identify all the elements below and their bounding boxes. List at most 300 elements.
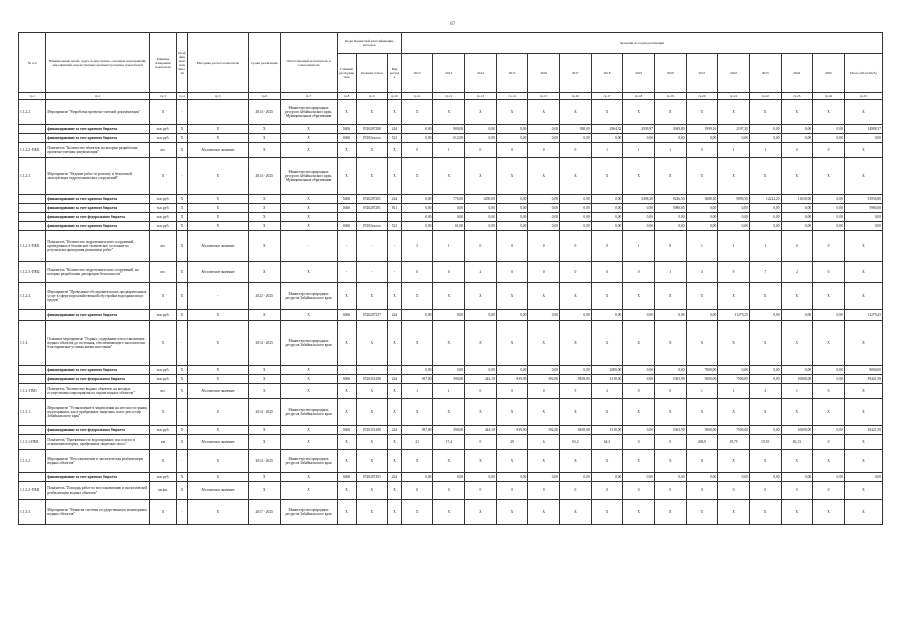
year-value-cell: 0 [813, 231, 845, 262]
unit-cell: тыс.руб. [149, 375, 176, 384]
term-cell: Х [248, 222, 280, 231]
year-value-cell: 0 [813, 435, 845, 450]
budget-code-cell: 0740351280 [356, 375, 388, 384]
budget-code-cell [388, 213, 402, 222]
term-cell: 2014 - 2025 [248, 399, 280, 426]
row-number [19, 310, 46, 321]
year-value-cell: 397,00 [401, 375, 433, 384]
term-cell: Х [248, 473, 280, 482]
year-value-cell: 0 [654, 384, 686, 399]
year-value-cell: Х [401, 321, 433, 366]
unit-cell: тыс.руб. [149, 213, 176, 222]
year-value-cell: 0,00 [623, 473, 655, 482]
header-resp: Ответственный исполнитель и соисполнители [280, 33, 337, 93]
table-cell: Х [177, 310, 188, 321]
method-cell: Х [187, 321, 248, 366]
year-value-cell: 0,00 [781, 213, 813, 222]
year-value-cell: 0,00 [623, 213, 655, 222]
responsible-cell: Х [280, 195, 337, 204]
year-value-cell: Х [749, 500, 781, 525]
year-value-cell: 0,00 [401, 473, 433, 482]
year-value-cell: Х [401, 283, 433, 310]
term-cell: 2014 - 2025 [248, 321, 280, 366]
header-numbering-row [19, 93, 883, 100]
year-value-cell: 0,00 [623, 310, 655, 321]
row-name: финансирование за счет краевого бюджета [46, 222, 149, 231]
year-value-cell: Х [781, 450, 813, 473]
term-cell: Х [248, 426, 280, 435]
row-number: 1.1.3.1-ПМ1 [19, 435, 46, 450]
financing-row [19, 204, 883, 213]
row-name: Мероприятие "Разработка проектно-сметной документации" [46, 100, 149, 125]
year-value-cell: 5 [401, 231, 433, 262]
year-value-cell: 0,00 [781, 366, 813, 375]
table-cell: Х [177, 134, 188, 143]
budget-code-cell: Х [388, 321, 402, 366]
year-value-cell: 0,00 [496, 204, 528, 213]
year-value-cell: Х [813, 283, 845, 310]
year-value-cell: Х [686, 500, 718, 525]
total-cell: 0,00 [844, 213, 882, 222]
table-cell: Х [177, 426, 188, 435]
year-value-cell: 19,75 [718, 435, 750, 450]
year-value-cell: 12224,20 [749, 195, 781, 204]
responsible-cell: Х [280, 262, 337, 283]
year-value-cell: 0,00 [560, 366, 592, 375]
responsible-cell: Министерство природных ресурсов Забайкальского края, Муниципальные образования [280, 158, 337, 195]
header-year-2019: 2019 [623, 54, 655, 93]
column-number: гр.9 [356, 93, 388, 100]
financing-row [19, 426, 883, 435]
total-cell: Х [844, 158, 882, 195]
year-value-cell: 1 [718, 384, 750, 399]
total-cell: Х [844, 143, 882, 158]
row-name: Мероприятие "Установление в закреплении на местности границ водоохранных зон и прибрежных защитных полос рек и озер Забайкальского края" [46, 399, 149, 426]
year-value-cell: Х [560, 399, 592, 426]
year-value-cell: Х [496, 500, 528, 525]
responsible-cell: Х [280, 435, 337, 450]
row-number [19, 473, 46, 482]
year-value-cell: Х [781, 158, 813, 195]
year-value-cell: Х [591, 158, 623, 195]
budget-code-cell: Х [388, 399, 402, 426]
table-cell: - [177, 450, 188, 473]
year-value-cell: Х [813, 399, 845, 426]
year-value-cell: 0 [465, 435, 497, 450]
responsible-cell: Министерство природных ресурсов Забайкальского края [280, 500, 337, 525]
year-value-cell: Х [528, 321, 560, 366]
year-value-cell: 1 [686, 231, 718, 262]
table-cell: Х [177, 283, 188, 310]
year-value-cell: 0 [749, 482, 781, 500]
year-value-cell: Х [749, 321, 781, 366]
budget-code-cell: 0740207337 [356, 310, 388, 321]
row-name: финансирование за счет краевого бюджета [46, 473, 149, 482]
year-value-cell: 11279,25 [718, 310, 750, 321]
column-number: гр.13 [465, 93, 497, 100]
unit-cell: тыс.руб. [149, 473, 176, 482]
header-row-top [19, 33, 883, 54]
year-value-cell: 0,00 [433, 473, 465, 482]
method-cell: Х [187, 450, 248, 473]
year-value-cell: 0 [528, 262, 560, 283]
budget-code-cell [356, 213, 388, 222]
row-name: Показатель "Площадь работ по восстановлению и экологической реабилитации водных объектов" [46, 482, 149, 500]
budget-code-cell: - [356, 231, 388, 262]
year-value-cell: 1 [654, 262, 686, 283]
year-value-cell: 0,00 [528, 134, 560, 143]
year-value-cell: 2 [591, 384, 623, 399]
term-cell: Х [248, 125, 280, 134]
budget-code-cell: Х [337, 143, 356, 158]
year-value-cell: 0 [654, 482, 686, 500]
year-value-cell: Х [781, 321, 813, 366]
year-value-cell: 0,00 [813, 134, 845, 143]
budget-code-cell: 244 [388, 426, 402, 435]
year-value-cell: 0,00 [496, 366, 528, 375]
year-value-cell: 0,00 [813, 473, 845, 482]
table-cell: Х [177, 213, 188, 222]
year-value-cell: 82,13 [781, 435, 813, 450]
year-value-cell: 7500,00 [718, 426, 750, 435]
year-value-cell: 9226,50 [654, 195, 686, 204]
table-cell: - [177, 500, 188, 525]
row-number: 1.1.2.4. [19, 283, 46, 310]
budget-code-cell: Х [388, 283, 402, 310]
year-value-cell: 4 [686, 262, 718, 283]
year-value-cell: 0 [465, 384, 497, 399]
year-value-cell: 0,00 [433, 310, 465, 321]
column-number: гр.25 [844, 93, 882, 100]
year-value-cell: 5365,90 [654, 426, 686, 435]
header-year-2016: 2016 [528, 54, 560, 93]
total-cell: 11279,25 [844, 310, 882, 321]
year-value-cell: 0,00 [623, 375, 655, 384]
row-name: Основное мероприятие "Охрана, содержание и восстановление водных объектов до состояния, обеспечивающего экологически благоприятные условия жизни населения" [46, 321, 149, 366]
year-value-cell: 29 [496, 435, 528, 450]
header-term: Сроки реализации [248, 33, 280, 93]
budget-code-cell: Х [337, 321, 356, 366]
year-value-cell: 839,90 [496, 375, 528, 384]
year-value-cell: 0 [560, 143, 592, 158]
year-value-cell: 0,00 [686, 134, 718, 143]
year-value-cell: 1 [623, 143, 655, 158]
responsible-cell: Министерство природных ресурсов Забайкальского края [280, 450, 337, 473]
year-value-cell: 0,00 [465, 310, 497, 321]
year-value-cell: Х [496, 399, 528, 426]
year-value-cell: Х [749, 450, 781, 473]
year-value-cell: Х [560, 450, 592, 473]
year-value-cell: 776,00 [433, 195, 465, 204]
row-number: 1.1.3.2. [19, 450, 46, 473]
column-number: гр.14 [496, 93, 528, 100]
year-value-cell: 0,00 [749, 213, 781, 222]
year-value-cell: Х [654, 450, 686, 473]
year-value-cell: 1200,00 [465, 195, 497, 204]
table-cell: Х [177, 384, 188, 399]
row-name: финансирование за счет федерального бюджета [46, 375, 149, 384]
year-value-cell: 0,00 [528, 213, 560, 222]
year-value-cell: 0,00 [813, 195, 845, 204]
budget-code-cell: Х [388, 500, 402, 525]
total-cell: Х [844, 399, 882, 426]
responsible-cell: - [280, 231, 337, 262]
year-value-cell: Х [560, 500, 592, 525]
year-value-cell: 0 [528, 482, 560, 500]
row-number: 1.1.3.-ПМ1 [19, 384, 46, 399]
year-value-cell: 1 [591, 143, 623, 158]
year-value-cell: 0,00 [686, 222, 718, 231]
year-value-cell: 1 [654, 143, 686, 158]
year-value-cell: 0 [496, 231, 528, 262]
year-value-cell: Х [718, 100, 750, 125]
term-cell: Х [248, 384, 280, 399]
method-cell: Абсолютное значение [187, 143, 248, 158]
year-value-cell: Х [654, 500, 686, 525]
year-value-cell: 0,00 [749, 310, 781, 321]
header-year-2012: 2012 [401, 54, 433, 93]
header-unit: Единица измерения показателя [149, 33, 176, 93]
budget-code-cell: - [356, 366, 388, 375]
method-cell: Х [187, 125, 248, 134]
total-cell: Х [844, 321, 882, 366]
year-value-cell: 0,00 [528, 366, 560, 375]
year-value-cell: 21 [401, 435, 433, 450]
table-cell: Х [177, 366, 188, 375]
total-cell: Х [844, 482, 882, 500]
row-name: финансирование за счет федерального бюджета [46, 426, 149, 435]
year-value-cell: Х [465, 399, 497, 426]
year-value-cell: Х [749, 100, 781, 125]
method-cell: Х [187, 213, 248, 222]
year-value-cell: 5458,20 [623, 195, 655, 204]
row-number [19, 195, 46, 204]
budget-code-cell: - [337, 262, 356, 283]
header-year-2022: 2022 [718, 54, 750, 93]
column-number: гр.12 [433, 93, 465, 100]
term-cell: 2014 - 2025 [248, 158, 280, 195]
measure-row [19, 450, 883, 473]
table-cell: - [177, 158, 188, 195]
year-value-cell: 0 [623, 262, 655, 283]
budget-code-cell: Х [388, 143, 402, 158]
budget-code-cell: 0406 [337, 134, 356, 143]
column-number: гр.18 [623, 93, 655, 100]
method-cell: Х [187, 134, 248, 143]
budget-code-cell: 244 [388, 375, 402, 384]
total-cell: 39421,58 [844, 375, 882, 384]
header-year-2014: 2014 [465, 54, 497, 93]
column-number: гр.1 [19, 93, 46, 100]
total-cell: 39421,58 [844, 426, 882, 435]
year-value-cell: 0 [401, 262, 433, 283]
budget-code-cell: 0406 [337, 125, 356, 134]
row-number: 1.1.2.2. [19, 100, 46, 125]
responsible-cell: Х [280, 310, 337, 321]
year-value-cell: 0,00 [623, 426, 655, 435]
total-cell: 14988,37 [844, 125, 882, 134]
year-value-cell: 0,00 [433, 204, 465, 213]
budget-code-cell: Х [337, 283, 356, 310]
year-value-cell: Х [465, 283, 497, 310]
year-value-cell: 0,00 [401, 125, 433, 134]
year-value-cell: 0 [401, 482, 433, 500]
year-value-cell: 0 [401, 143, 433, 158]
table-cell: - [177, 399, 188, 426]
year-value-cell: Х [718, 321, 750, 366]
measure-row [19, 100, 883, 125]
responsible-cell: Х [280, 222, 337, 231]
budget-code-cell: Х [356, 283, 388, 310]
year-value-cell: Х [686, 100, 718, 125]
unit-cell: тыс.руб. [149, 366, 176, 375]
year-value-cell: Х [623, 100, 655, 125]
indicator-row [19, 262, 883, 283]
year-value-cell: 0,00 [813, 125, 845, 134]
measure-row [19, 399, 883, 426]
budget-code-cell: 244 [388, 195, 402, 204]
header-year-2023: 2023 [749, 54, 781, 93]
year-value-cell: 0 [528, 231, 560, 262]
year-value-cell: Х [623, 450, 655, 473]
year-value-cell: Х [654, 399, 686, 426]
year-value-cell: 0,00 [560, 195, 592, 204]
budget-code-cell: 0740407283 [356, 473, 388, 482]
row-name: финансирование за счет краевого бюджета [46, 366, 149, 375]
row-number: 1.1.3.1. [19, 399, 46, 426]
year-value-cell: 0,00 [623, 222, 655, 231]
year-value-cell: 1 [749, 143, 781, 158]
budget-code-cell: Х [337, 100, 356, 125]
year-value-cell: Х [654, 321, 686, 366]
financing-row [19, 375, 883, 384]
budget-code-cell: Х [337, 450, 356, 473]
year-value-cell: Х [686, 158, 718, 195]
year-value-cell: 0 [686, 143, 718, 158]
year-value-cell: 397,00 [401, 426, 433, 435]
responsible-cell: Х [280, 426, 337, 435]
year-value-cell: Х [654, 158, 686, 195]
budget-code-cell: 0406 [337, 195, 356, 204]
unit-cell: Х [149, 399, 176, 426]
year-value-cell: Х [749, 158, 781, 195]
term-cell: 2014 - 2025 [248, 450, 280, 473]
row-name: Мероприятие "Ведение работ по ремонту и безопасной эксплуатации гидротехнических сооружений" [46, 158, 149, 195]
year-value-cell: 0,00 [718, 366, 750, 375]
year-value-cell: 0,00 [591, 213, 623, 222]
year-value-cell: 390,00 [433, 375, 465, 384]
budget-code-cell: Х [337, 158, 356, 195]
budget-code-cell: 0406 [337, 204, 356, 213]
unit-cell: шт. [149, 384, 176, 399]
budget-code-cell: Х [356, 143, 388, 158]
year-value-cell: 0,00 [496, 473, 528, 482]
year-value-cell: 0 [623, 482, 655, 500]
year-value-cell: 0,00 [749, 204, 781, 213]
measure-row [19, 283, 883, 310]
year-value-cell: Х [813, 500, 845, 525]
year-value-cell: Х [465, 100, 497, 125]
year-value-cell: Х [433, 100, 465, 125]
row-name: Показатель "Количество гидротехнических сооружений, на которые разработаны декларации безопасности" [46, 262, 149, 283]
year-value-cell: 0 [496, 262, 528, 283]
year-value-cell: 0,00 [528, 222, 560, 231]
financing-row [19, 125, 883, 134]
year-value-cell: Х [496, 450, 528, 473]
budget-code-cell: Х [356, 321, 388, 366]
responsible-cell: Х [280, 213, 337, 222]
year-value-cell: Х [433, 283, 465, 310]
unit-cell: Х [149, 321, 176, 366]
year-value-cell: Х [781, 500, 813, 525]
year-value-cell: 1999,16 [686, 125, 718, 134]
responsible-cell: Х [280, 482, 337, 500]
year-value-cell: 0 [465, 482, 497, 500]
method-cell: - [187, 283, 248, 310]
year-value-cell: 612,00 [433, 134, 465, 143]
term-cell: Х [248, 366, 280, 375]
year-value-cell: 0,00 [813, 204, 845, 213]
column-number: гр.17 [591, 93, 623, 100]
term-cell: 2017 - 2025 [248, 500, 280, 525]
indicator-row [19, 143, 883, 158]
year-value-cell: 3 [560, 384, 592, 399]
year-value-cell: 0,00 [781, 473, 813, 482]
term-cell: Х [248, 482, 280, 500]
responsible-cell: Министерство природных ресурсов Забайкальского края [280, 399, 337, 426]
year-value-cell: 0,00 [401, 213, 433, 222]
column-number: гр.5 [187, 93, 248, 100]
indicator-row [19, 435, 883, 450]
year-value-cell: 7000,00 [686, 366, 718, 375]
responsible-cell: Министерство природных ресурсов Забайкальского края [280, 283, 337, 310]
year-value-cell: 11650,00 [781, 195, 813, 204]
method-cell: Х [187, 310, 248, 321]
method-cell: Х [187, 399, 248, 426]
budget-code-cell: - [337, 366, 356, 375]
column-number: гр.15 [528, 93, 560, 100]
table-cell: Х [177, 222, 188, 231]
row-name: финансирование за счет федерального бюджета [46, 213, 149, 222]
year-value-cell: 2000,00 [591, 366, 623, 375]
year-value-cell: Х [749, 283, 781, 310]
total-cell: Х [844, 231, 882, 262]
year-value-cell: 2964,32 [591, 125, 623, 134]
year-value-cell: 65,2 [560, 435, 592, 450]
budget-code-cell: - [388, 366, 402, 375]
year-value-cell: 0 [528, 143, 560, 158]
year-value-cell: 1 [686, 384, 718, 399]
header-code-cs: Целевая статья [356, 54, 388, 93]
row-number: 1.1.2.3.-ПМ2 [19, 262, 46, 283]
total-cell: 5980,00 [844, 204, 882, 213]
year-value-cell: Х [781, 100, 813, 125]
year-value-cell: 0,00 [560, 473, 592, 482]
year-value-cell: 0,00 [496, 213, 528, 222]
year-value-cell: 0,00 [465, 366, 497, 375]
year-value-cell: 0,00 [496, 195, 528, 204]
year-value-cell: 0,00 [528, 125, 560, 134]
year-value-cell: 0 [560, 482, 592, 500]
year-value-cell: Х [465, 321, 497, 366]
column-number: гр.11 [401, 93, 433, 100]
year-value-cell: Х [560, 158, 592, 195]
budget-code-cell: Х [337, 399, 356, 426]
year-value-cell: 0,00 [465, 222, 497, 231]
column-number: гр.22 [749, 93, 781, 100]
method-cell: Абсолютное значение [187, 231, 248, 262]
year-value-cell: 1 [623, 231, 655, 262]
